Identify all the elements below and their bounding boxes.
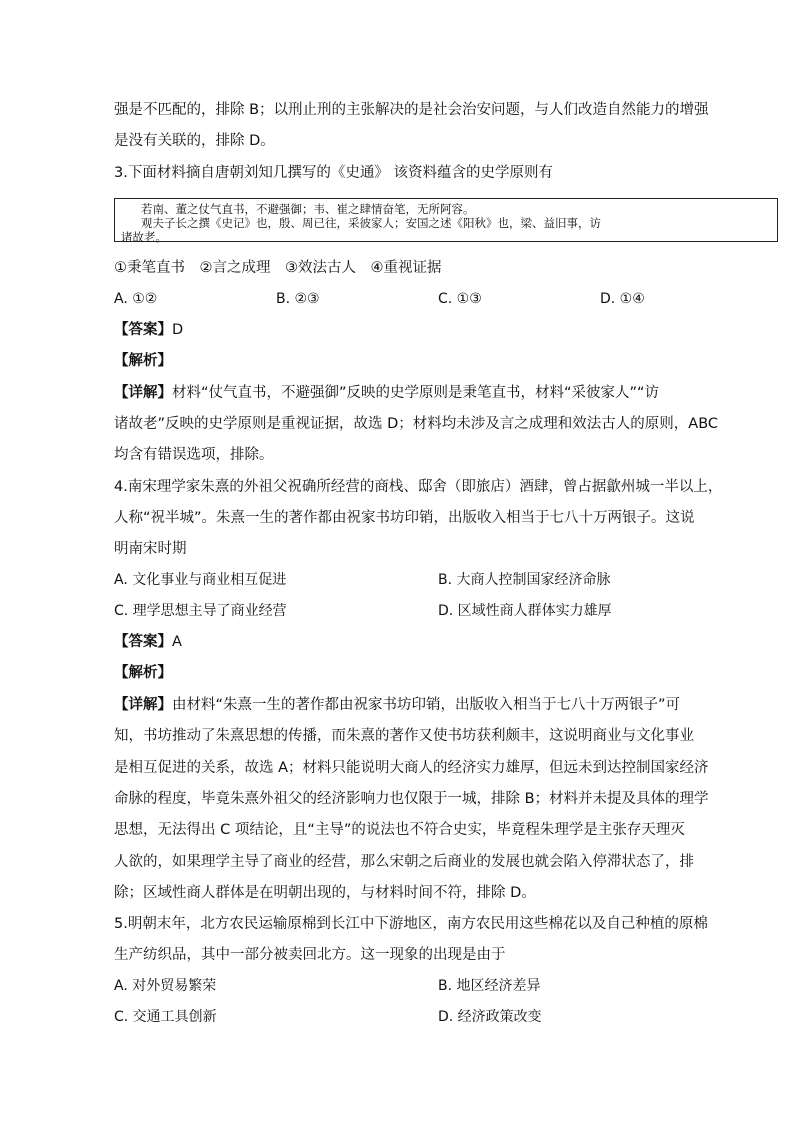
q4-answer-value: A [172,634,182,650]
q3-answer-row [114,320,183,340]
q3-answer-tag: 【答案】 [114,322,172,338]
q4-detail-line3: 是相互促进的关系，故选 A；材料只能说明大商人的经济实力雄厚，但远未到达控制国家经济 [114,760,709,776]
q3-answer-value: D [172,322,184,338]
q3-stem: 3.下面材料摘自唐朝刘知几撰写的《史通》 该资料蕴含的史学原则有 [114,165,553,181]
q4-detail-line4: 命脉的程度，毕竟朱熹外祖父的经济影响力也仅限于一城，排除 B；材料并未提及具体的理学 [114,791,709,807]
q3-choices: ①秉笔直书 ②言之成理 ③效法古人 ④重视证据 [114,260,442,276]
q3-detail-line2: 诸故老”反映的史学原则是重视证据，故选 D；材料均未涉及言之成理和效法古人的原则，ABC [114,416,719,432]
q4-stem-line1: 4.南宋理学家朱熹的外祖父祝确所经营的商栈、邸舍（即旅店）酒肆，曾占据歙州城一半以上， [114,479,723,495]
q5-stem-line1: 5.明朝末年，北方农民运输原棉到长江中下游地区，南方农民用这些棉花以及自己种植的原棉 [114,916,708,932]
q3-option-b[interactable]: B. ②③ [276,291,320,307]
q4-answer-row [114,632,182,652]
q4-option-b[interactable]: B. 大商人控制国家经济命脉 [438,572,611,588]
q4-analysis-tag: 【解析】 [114,665,172,681]
q3-detail-line3: 均含有错误选项，排除。 [114,447,274,463]
q3-option-a[interactable]: A. ①② [114,291,158,307]
q3-detail-line1 [114,383,659,403]
q4-stem-line2: 人称“祝半城”。朱熹一生的著作都由祝家书坊印销，出版收入相当于七八十万两银子。这说 [114,510,695,526]
q4-answer-tag: 【答案】 [114,634,172,650]
q4-analysis-row [114,663,172,683]
q2-explanation-line1: 强是不匹配的，排除 B；以刑止刑的主张解决的是社会治安问题，与人们改造自然能力的增强 [114,102,709,118]
q4-detail-line2: 知，书坊推动了朱熹思想的传播，而朱熹的著作又使书坊获利颇丰，这说明商业与文化事业 [114,728,694,744]
q3-detail-tag: 【详解】 [114,385,172,401]
q4-detail-line1 [114,695,680,715]
q5-stem-line2: 生产纺织品，其中一部分被卖回北方。这一现象的出现是由于 [114,947,506,963]
q5-option-a[interactable]: A. 对外贸易繁荣 [114,978,217,994]
q3-analysis-row [114,351,172,371]
q4-option-a[interactable]: A. 文化事业与商业相互促进 [114,572,287,588]
q5-option-c[interactable]: C. 交通工具创新 [114,1009,217,1025]
q2-explanation-line2: 是没有关联的，排除 D。 [114,133,275,149]
q3-analysis-tag: 【解析】 [114,353,172,369]
q4-option-c[interactable]: C. 理学思想主导了商业经营 [114,603,287,619]
q5-option-b[interactable]: B. 地区经济差异 [438,978,541,994]
q4-detail-line6: 人欲的，如果理学主导了商业的经营，那么宋朝之后商业的发展也就会陷入停滞状态了，排 [114,854,694,870]
q4-detail-line7: 除；区域性商人群体是在明朝出现的，与材料时间不符，排除 D。 [114,885,536,901]
q3-quote-line3: 诸故老。 [121,230,167,244]
q3-quote-line2: 观夫子长之撰《史记》也，殷、周已往，采彼家人；安国之述《阳秋》也，梁、益旧事，访 [141,216,601,230]
q4-detail-text1: 由材料“朱熹一生的著作都由祝家书坊印销，出版收入相当于七八十万两银子”可 [172,697,681,713]
q4-stem-line3: 明南宋时期 [114,541,187,557]
q4-option-d[interactable]: D. 区域性商人群体实力雄厚 [438,603,612,619]
q3-option-c[interactable]: C. ①③ [438,291,482,307]
q4-detail-line5: 思想，无法得出 C 项结论，且“主导”的说法也不符合史实，毕竟程朱理学是主张存天理灭 [114,822,685,838]
q3-option-d[interactable]: D. ①④ [600,291,645,307]
q3-detail-text1: 材料“仗气直书，不避强御”反映的史学原则是秉笔直书，材料“采彼家人”“访 [172,385,660,401]
q4-detail-tag: 【详解】 [114,697,172,713]
q3-quote-line1: 若南、董之仗气直书，不避强御；韦、崔之肆情奋笔，无所阿容。 [141,202,475,216]
q5-option-d[interactable]: D. 经济政策改变 [438,1009,542,1025]
q3-quote-box [114,198,778,242]
